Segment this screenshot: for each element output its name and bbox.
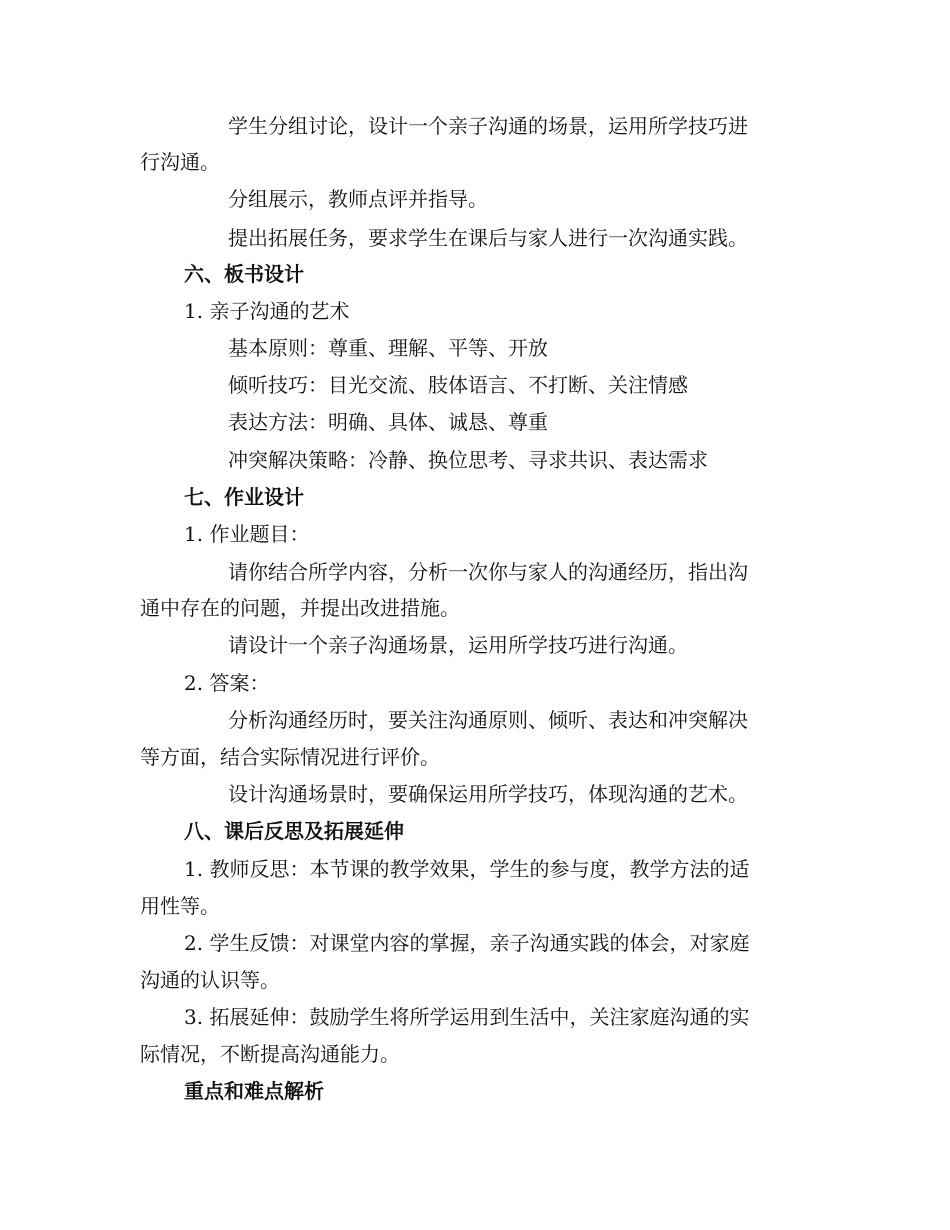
- homework-answer1-line1: 分析沟通经历时，要关注沟通原则、倾听、表达和冲突解决: [228, 708, 748, 732]
- reflection-teacher-line2: 用性等。: [140, 894, 220, 918]
- homework-item-answers: 2. 答案：: [184, 671, 270, 695]
- section-heading-reflection-extension: 八、课后反思及拓展延伸: [184, 819, 404, 843]
- reflection-student-line2: 沟通的认识等。: [140, 968, 280, 992]
- reflection-extension-line2: 际情况，不断提高沟通能力。: [140, 1042, 400, 1066]
- blackboard-basic-principles: 基本原则：尊重、理解、平等、开放: [228, 336, 548, 360]
- section-heading-blackboard-design: 六、板书设计: [184, 262, 304, 286]
- homework-question2: 请设计一个亲子沟通场景，运用所学技巧进行沟通。: [228, 633, 688, 657]
- homework-question1-line1: 请你结合所学内容，分析一次你与家人的沟通经历，指出沟: [228, 560, 748, 584]
- section-heading-key-difficult-points: 重点和难点解析: [184, 1079, 324, 1103]
- blackboard-item-title: 1. 亲子沟通的艺术: [184, 299, 350, 323]
- reflection-teacher-line1: 1. 教师反思：本节课的教学效果，学生的参与度，教学方法的适: [184, 857, 750, 881]
- reflection-student-line1: 2. 学生反馈：对课堂内容的掌握，亲子沟通实践的体会，对家庭: [184, 931, 750, 955]
- paragraph-group-discussion-line2: 行沟通。: [140, 150, 220, 174]
- homework-question1-line2: 通中存在的问题，并提出改进措施。: [140, 596, 460, 620]
- paragraph-extension-task: 提出拓展任务，要求学生在课后与家人进行一次沟通实践。: [228, 226, 748, 250]
- paragraph-group-display: 分组展示，教师点评并指导。: [228, 187, 488, 211]
- blackboard-expression-methods: 表达方法：明确、具体、诚恳、尊重: [228, 410, 548, 434]
- homework-answer1-line2: 等方面，结合实际情况进行评价。: [140, 745, 440, 769]
- homework-item-questions: 1. 作业题目：: [184, 522, 310, 546]
- blackboard-listening-skills: 倾听技巧：目光交流、肢体语言、不打断、关注情感: [228, 373, 688, 397]
- blackboard-conflict-strategies: 冲突解决策略：冷静、换位思考、寻求共识、表达需求: [228, 448, 708, 472]
- homework-answer2: 设计沟通场景时，要确保运用所学技巧，体现沟通的艺术。: [228, 782, 748, 806]
- reflection-extension-line1: 3. 拓展延伸：鼓励学生将所学运用到生活中，关注家庭沟通的实: [184, 1005, 750, 1029]
- paragraph-group-discussion-line1: 学生分组讨论，设计一个亲子沟通的场景，运用所学技巧进: [228, 114, 748, 138]
- section-heading-homework-design: 七、作业设计: [184, 485, 304, 509]
